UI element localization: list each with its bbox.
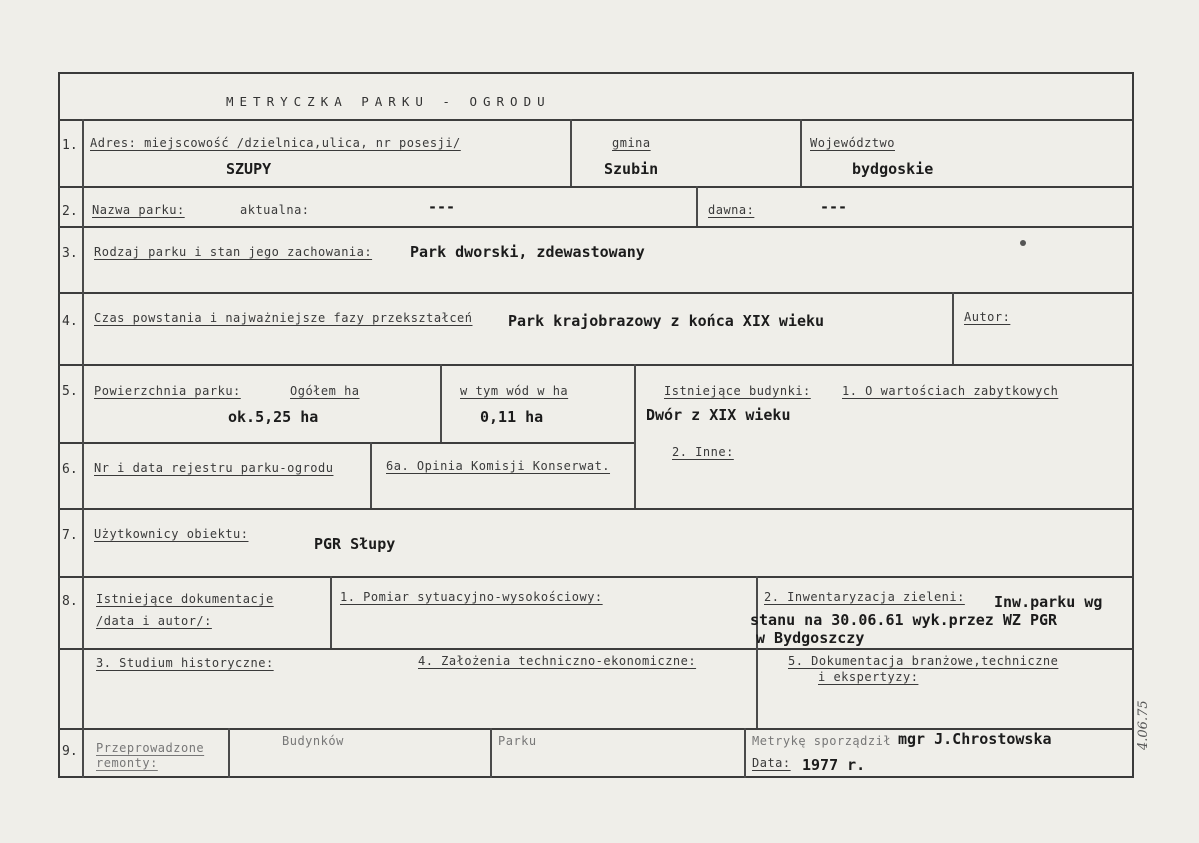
date-label: Data: xyxy=(752,756,791,770)
repairs-label-line1: Przeprowadzone xyxy=(96,741,205,755)
row-number-3: 3. xyxy=(62,246,78,261)
current-name-value: --- xyxy=(428,198,456,216)
repairs-buildings-label: Budynków xyxy=(282,734,344,748)
row-number-6: 6. xyxy=(62,462,78,477)
rule-row1 xyxy=(58,186,1134,188)
water-area-value: 0,11 ha xyxy=(480,408,544,426)
rule-row8-b xyxy=(756,576,758,728)
current-name-label: aktualna: xyxy=(240,203,310,217)
gmina-value: Szubin xyxy=(604,160,659,178)
address-value: SZUPY xyxy=(226,160,272,178)
compiled-by-label: Metrykę sporządził xyxy=(752,734,892,748)
row-number-9: 9. xyxy=(62,744,78,759)
former-name-label: dawna: xyxy=(708,203,755,217)
tech-economic-label: 4. Założenia techniczno-ekonomiczne: xyxy=(418,654,697,668)
former-name-value: --- xyxy=(820,198,848,216)
form-frame xyxy=(58,72,1134,778)
greenery-inventory-value-line1: Inw.parku wg xyxy=(994,593,1103,611)
repairs-park-label: Parku xyxy=(498,734,537,748)
park-type-value: Park dworski, zdewastowany xyxy=(410,243,645,261)
rule-row5-b xyxy=(634,364,636,508)
rule-row9-b xyxy=(490,728,492,778)
users-value: PGR Słupy xyxy=(314,535,396,553)
row-number-5: 5. xyxy=(62,384,78,399)
other-buildings-label: 2. Inne: xyxy=(672,445,734,459)
monuments-value: Dwór z XIX wieku xyxy=(646,406,791,424)
rule-row2-a xyxy=(696,186,698,226)
rule-row7 xyxy=(58,576,1134,578)
voivodeship-label: Województwo xyxy=(810,136,895,150)
buildings-label: Istniejące budynki: xyxy=(664,384,811,398)
greenery-inventory-value-line2: stanu na 30.06.61 wyk.przez WZ PGR xyxy=(750,611,1058,629)
park-area-label: Powierzchnia parku: xyxy=(94,384,241,398)
park-name-label: Nazwa parku: xyxy=(92,203,185,217)
greenery-inventory-label: 2. Inwentaryzacja zieleni: xyxy=(764,590,965,604)
users-label: Użytkownicy obiektu: xyxy=(94,527,249,541)
historical-study-label: 3. Studium historyczne: xyxy=(96,656,274,670)
compiled-by-value: mgr J.Chrostowska xyxy=(898,730,1052,748)
rule-row1-b xyxy=(800,119,802,186)
rule-row4-a xyxy=(952,292,954,364)
monuments-label: 1. O wartościach zabytkowych xyxy=(842,384,1059,398)
rule-row3 xyxy=(58,292,1134,294)
row-number-4: 4. xyxy=(62,314,78,329)
greenery-inventory-value-line3: w Bydgoszczy xyxy=(756,629,865,647)
voivodeship-value: bydgoskie xyxy=(852,160,934,178)
total-area-value: ok.5,25 ha xyxy=(228,408,319,426)
address-label: Adres: miejscowość /dzielnica,ulica, nr posesji/ xyxy=(90,136,461,150)
row-number-7: 7. xyxy=(62,528,78,543)
rule-row8-mid xyxy=(58,648,1134,650)
branch-docs-label-line1: 5. Dokumentacja branżowe,techniczne xyxy=(788,654,1059,668)
row-number-2: 2. xyxy=(62,204,78,219)
rule-row5-left xyxy=(58,442,634,444)
number-column-rule xyxy=(82,119,84,778)
date-value: 1977 r. xyxy=(802,756,866,774)
margin-handwritten-date: 4.06.75 xyxy=(1136,700,1151,750)
branch-docs-label-line2: i ekspertyzy: xyxy=(818,670,919,684)
rule-row6 xyxy=(58,508,1134,510)
survey-label: 1. Pomiar sytuacyjno-wysokościowy: xyxy=(340,590,603,604)
ink-spot xyxy=(1020,240,1026,246)
form-title: METRYCZKA PARKU - OGRODU xyxy=(226,94,551,109)
rule-row2 xyxy=(58,226,1134,228)
rule-row8-a xyxy=(330,576,332,648)
history-phases-label: Czas powstania i najważniejsze fazy przekształceń xyxy=(94,311,473,325)
row-number-1: 1. xyxy=(62,138,78,153)
rule-row9-c xyxy=(744,728,746,778)
rule-row6-a xyxy=(370,442,372,508)
park-type-label: Rodzaj parku i stan jego zachowania: xyxy=(94,245,373,259)
conservation-opinion-label: 6a. Opinia Komisji Konserwat. xyxy=(386,459,611,473)
total-area-label: Ogółem ha xyxy=(290,384,360,398)
water-area-label: w tym wód w ha xyxy=(460,384,569,398)
rule-row4 xyxy=(58,364,1134,366)
gmina-label: gmina xyxy=(612,136,651,150)
rule-row1-a xyxy=(570,119,572,186)
register-label: Nr i data rejestru parku-ogrodu xyxy=(94,461,334,475)
author-label: Autor: xyxy=(964,310,1011,324)
rule-row5-a xyxy=(440,364,442,442)
rule-row9-a xyxy=(228,728,230,778)
rule-title xyxy=(58,119,1134,121)
history-phases-value: Park krajobrazowy z końca XIX wieku xyxy=(508,312,825,330)
repairs-label-line2: remonty: xyxy=(96,756,158,770)
documentation-label-line2: /data i autor/: xyxy=(96,614,212,628)
documentation-label-line1: Istniejące dokumentacje xyxy=(96,592,274,606)
row-number-8: 8. xyxy=(62,594,78,609)
